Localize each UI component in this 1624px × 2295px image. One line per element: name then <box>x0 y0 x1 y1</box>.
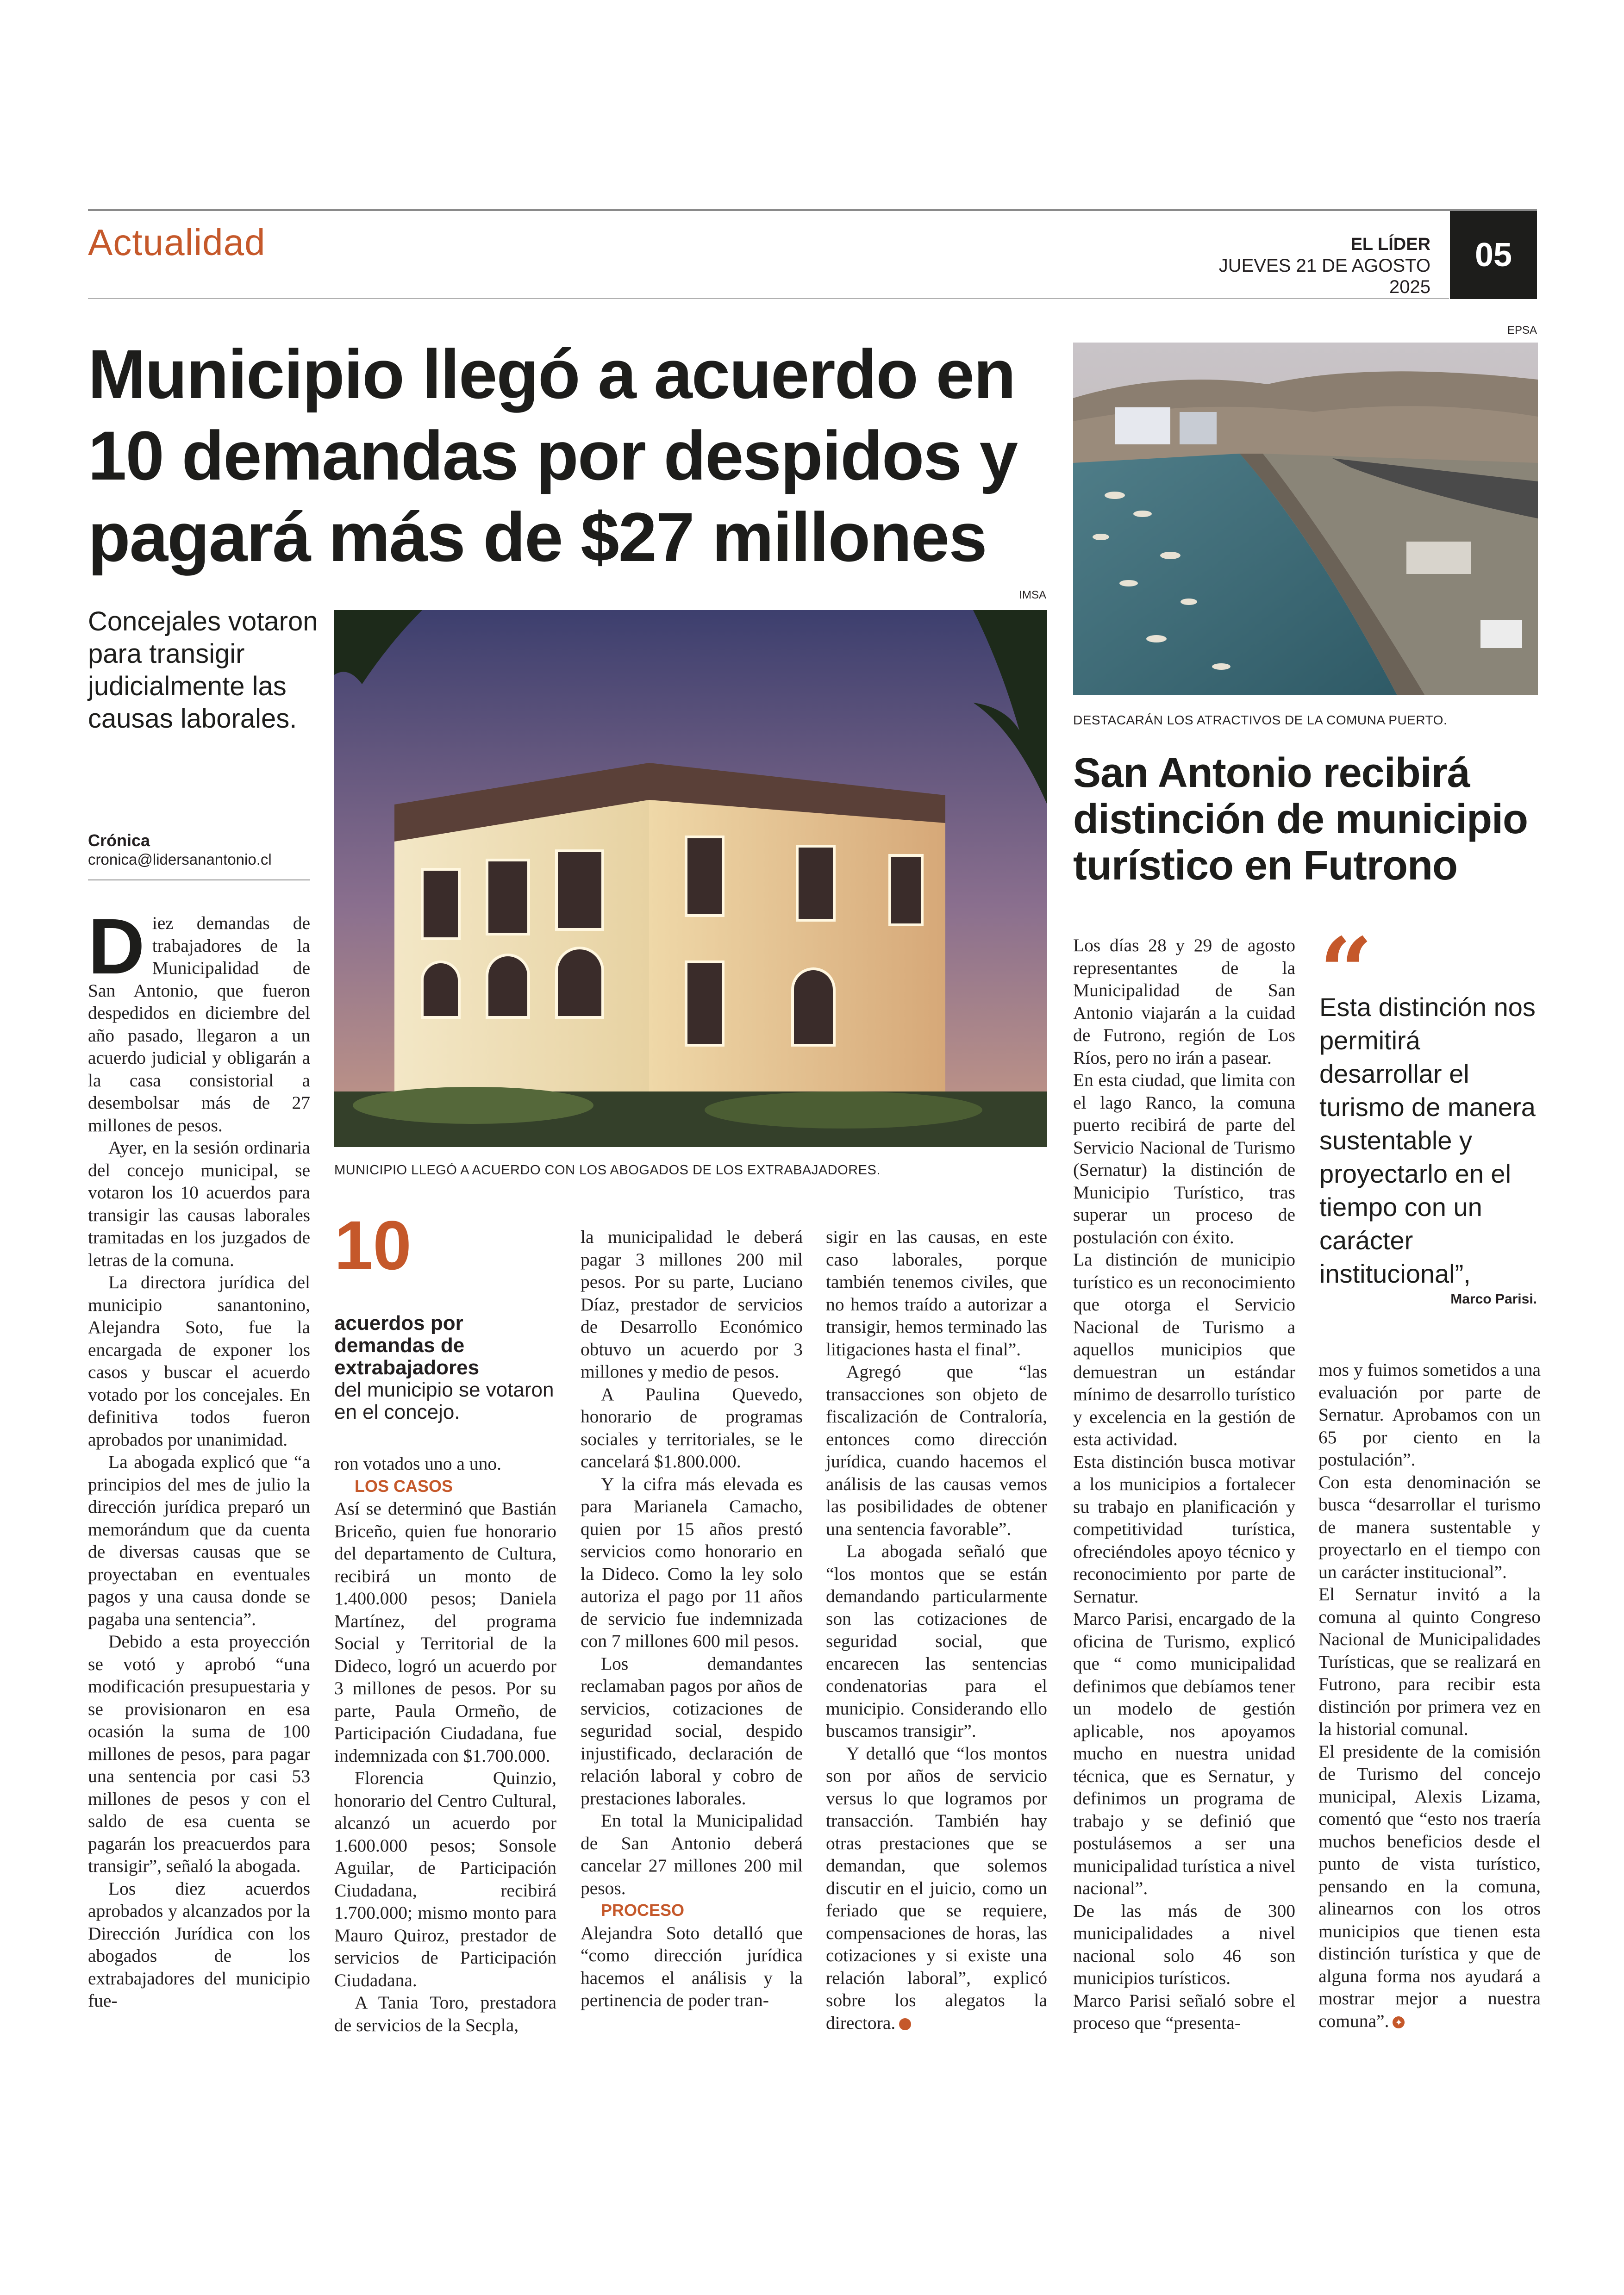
subhead-cases: LOS CASOS <box>355 1476 453 1496</box>
side-photo-caption: DESTACARÁN LOS ATRACTIVOS DE LA COMUNA PUERTO. <box>1073 713 1448 727</box>
paragraph-lead <box>88 903 310 1136</box>
byline-email: cronica@lidersanantonio.cl <box>88 851 272 868</box>
main-photo-credit: IMSA <box>1019 589 1046 601</box>
paragraph: La abogada señaló que “los montos que se están demandando particularmente son las cotizaciones de seguridad social, que encarecen las sentencias condenatorias para el municipio. Considerando ello buscamos transigir”. <box>826 1541 1047 1741</box>
body-column-1 <box>88 903 310 2012</box>
paragraph: Alejandra Soto detalló que “como dirección jurídica hacemos el análisis y la pertinencia de poder tran- <box>581 1922 803 2010</box>
subhead-process: PROCESO <box>601 1901 685 1920</box>
stat-number: 10 <box>334 1206 412 1284</box>
paragraph-text: El presidente de la comisión de Turismo del concejo municipal, Alexis Lizama, comentó que “esto nos traería muchos beneficios desde el punto de vista turístico, pensando en la comuna, alinearnos con los otros municipios que tienen esta distinción turística y que de alguna forma nos ayudará a mostrar mejor a nuestra comuna”. <box>1318 1741 1541 2031</box>
main-photo-caption: MUNICIPIO LLEGÓ A ACUERDO CON LOS ABOGADOS DE LOS EXTRABAJADORES. <box>334 1163 881 1178</box>
body-column-3 <box>581 1226 803 2012</box>
paragraph: Ayer, en la sesión ordinaria del concejo municipal, se votaron los 10 acuerdos para transigir las causas laborales tramitadas en los juzgados de letras de la comuna. <box>88 1137 310 1270</box>
paragraph: Los demandantes reclamaban pagos por años de servicios, cotizaciones de seguridad social, despido injustificado, declaración de relación laboral y cobro de prestaciones laborales. <box>581 1653 803 1809</box>
paragraph: Debido a esta proyección se votó y aprobó “una modificación presupuestaria y se provisionaron en esa ocasión la suma de 100 millones de pesos, para pagar una sentencia por casi 53 millones de pesos y con el saldo de esa cuenta se pagarán los preacuerdos para transigir”, señaló la abogada. <box>88 1631 310 1876</box>
paragraph: Y la cifra más elevada es para Marianela Camacho, quien por 15 años prestó servicios como honorario en la Dideco. Como la ley solo autoriza el pago por 11 años de servicio fue indemnizada con 7 millones 600 mil pesos. <box>581 1473 803 1651</box>
section-label: Actualidad <box>88 222 266 263</box>
main-headline: Municipio llegó a acuerdo en 10 demandas por despidos y pagará más de $27 millones <box>88 335 1017 576</box>
lead-text: iez demandas de trabajadores de la Municipalidad de San Antonio, que fueron despedidos en diciembre del año pasado, llegaron a un acuerdo judicial y obligarán a la casa consistorial a desembolsar más de 27 millones de pesos. <box>88 913 310 1135</box>
end-of-article-icon: ✦ <box>899 2018 911 2030</box>
paragraph: Agregó que “las transacciones son objeto de fiscalización de Contraloría, entonces como dirección jurídica, cuando hacemos el análisis de las causas vemos las posibilidades de obtener una sentencia favorable”. <box>826 1361 1047 1539</box>
paragraph: En total la Municipalidad de San Antonio deberá cancelar 27 millones 200 mil pesos. <box>581 1810 803 1898</box>
paragraph: La distinción de municipio turístico es un reconocimiento que otorga el Servicio Nacional de Turismo a aquellos municipios que demuestran un estándar mínimo de desarrollo turístico y excelencia en la gestión de esta actividad. <box>1073 1249 1295 1449</box>
stat-callout <box>334 1312 556 1423</box>
paragraph: Así se determinó que Bastián Briceño, quien fue honorario del departamento de Cultura, recibirá un monto de 1.400.000 pesos; Daniela Martínez, del programa Social y Territorial de la Dideco, logró un acuerdo por 3 millones de pesos. Por su parte, Paula Ormeño, de Participación Ciudadana, fue indemnizada con $1.700.000. <box>334 1498 556 1766</box>
paragraph: De las más de 300 municipalidades a nivel nacional solo 46 son municipios turísticos. <box>1073 1900 1295 1988</box>
article-deck: Concejales votaron para transigir judicialmente las causas laborales. <box>88 606 318 734</box>
masthead <box>1190 234 1430 298</box>
paragraph: mos y fuimos sometidos a una evaluación por parte de Sernatur. Aprobamos con un 65 por ciento en la postulación”. <box>1318 1360 1541 1470</box>
body-column-4 <box>826 1226 1047 2034</box>
port-aerial-photo <box>1073 343 1538 695</box>
paragraph: Florencia Quinzio, honorario del Centro Cultural, alcanzó un acuerdo por 1.600.000 pesos; Sonsole Aguilar, de Participación Ciudadana, recibirá 1.700.000; mismo monto para Mauro Quiroz, prestador de servicios de Participación Ciudadana. <box>334 1768 556 1990</box>
paragraph <box>1318 1740 1541 2033</box>
paper-name: EL LÍDER <box>1350 235 1430 254</box>
paragraph: Los diez acuerdos aprobados y alcanzados por la Dirección Jurídica con los abogados de los extrabajadores del municipio fue- <box>88 1878 310 2011</box>
byline-name: Crónica <box>88 831 150 850</box>
paragraph: A Paulina Quevedo, honorario de programas sociales y territoriales, se le cancelará $1.800.000. <box>581 1384 803 1472</box>
paragraph: Marco Parisi, encargado de la oficina de Turismo, explicó que “ como municipalidad definimos que debíamos tener un modelo de gestión aplicable, nos apoyamos mucho en nuestra unidad técnica, que es Sernatur, y definimos un programa de trabajo y se definió que postulásemos a ser una municipalidad turística a nivel nacional”. <box>1073 1609 1295 1898</box>
paragraph <box>826 1742 1047 2034</box>
paragraph: La directora jurídica del municipio sanantonino, Alejandra Soto, fue la encargada de exponer los casos y buscar el acuerdo votado por los concejales. En definitiva todos fueron aprobados por unanimidad. <box>88 1272 310 1450</box>
drop-cap: D <box>88 903 145 991</box>
stat-label: del municipio se votaron en el concejo. <box>334 1378 554 1423</box>
municipal-building-photo <box>334 610 1047 1147</box>
paragraph: Los días 28 y 29 de agosto representantes de la Municipalidad de San Antonio viajarán a la cuidad de Futrono, región de Los Ríos, pero no irán a pasear. <box>1073 935 1295 1068</box>
top-rule <box>88 209 1537 211</box>
side-headline: San Antonio recibirá distinción de municipio turístico en Futrono <box>1073 750 1528 889</box>
side-body-column-1 <box>1073 934 1295 2034</box>
paragraph: En esta ciudad, que limita con el lago Ranco, la comuna puerto recibirá de parte del Servicio Nacional de Turismo (Sernatur) la distinción de Municipio Turístico, tras superar un proceso de postulación con éxito. <box>1073 1070 1295 1247</box>
quote-author: Marco Parisi. <box>1450 1291 1537 1307</box>
paragraph: ron votados uno a uno. <box>334 1453 501 1474</box>
stat-label-bold: acuerdos por demandas de extrabajadores <box>334 1312 480 1379</box>
paper-date: JUEVES 21 DE AGOSTO 2025 <box>1218 256 1430 297</box>
paragraph: la municipalidad le deberá pagar 3 millones 200 mil pesos. Por su parte, Luciano Díaz, prestador de servicios de Desarrollo Económico obtuvo un acuerdo por 3 millones y medio de pesos. <box>581 1227 803 1382</box>
side-photo-credit: EPSA <box>1507 324 1537 337</box>
paragraph: A Tania Toro, prestadora de servicios de la Secpla, <box>334 1992 556 2035</box>
paragraph: Con esta denominación se busca “desarrollar el turismo de manera sustentable y proyectarlo en el tiempo con un carácter institucional”. <box>1318 1472 1541 1582</box>
byline-divider <box>88 879 310 880</box>
quote-mark-icon: “ <box>1319 917 1373 1026</box>
side-body-column-2 <box>1318 1359 1541 2032</box>
body-column-2 <box>334 1453 556 2036</box>
paragraph: Marco Parisi señaló sobre el proceso que “presenta- <box>1073 1990 1295 2033</box>
header-divider <box>88 298 1449 299</box>
paragraph: Esta distinción busca motivar a los municipios a fortalecer su trabajo en planificación y competitividad turística, ofreciéndoles apoyo técnico y reconocimiento por parte de Sernatur. <box>1073 1451 1295 1607</box>
pull-quote: Esta distinción nos permitirá desarrollar el turismo de manera sustentable y proyectarlo en el tiempo con un carácter institucional”, <box>1319 992 1536 1288</box>
page-number: 05 <box>1450 211 1537 299</box>
paragraph: El Sernatur invitó a la comuna al quinto Congreso Nacional de Municipalidades Turísticas, que se realizará en Futrono, para recibir esta distinción por primera vez en la historial comunal. <box>1318 1584 1541 1739</box>
paragraph-text: Y detalló que “los montos son por años de servicio versus lo que logramos por transacción. También hay otras prestaciones que se demandan, que solemos discutir en el juicio, como un feriado que se requiere, compensaciones de horas, las cotizaciones y si existe una relación laboral”, explicó sobre los alegatos la directora. <box>826 1743 1047 2033</box>
end-of-article-icon: ✦ <box>1393 2016 1405 2028</box>
paragraph: sigir en las causas, en este caso laborales, porque también tenemos civiles, que no hemos traído a autorizar a transigir, hemos terminado las litigaciones hasta el final”. <box>826 1227 1047 1360</box>
paragraph: La abogada explicó que “a principios del mes de julio la dirección jurídica preparó un memorándum que da cuenta de diversas causas que se proyectaban en eventuales pagos y una causa donde se pagaba una sentencia”. <box>88 1452 310 1629</box>
